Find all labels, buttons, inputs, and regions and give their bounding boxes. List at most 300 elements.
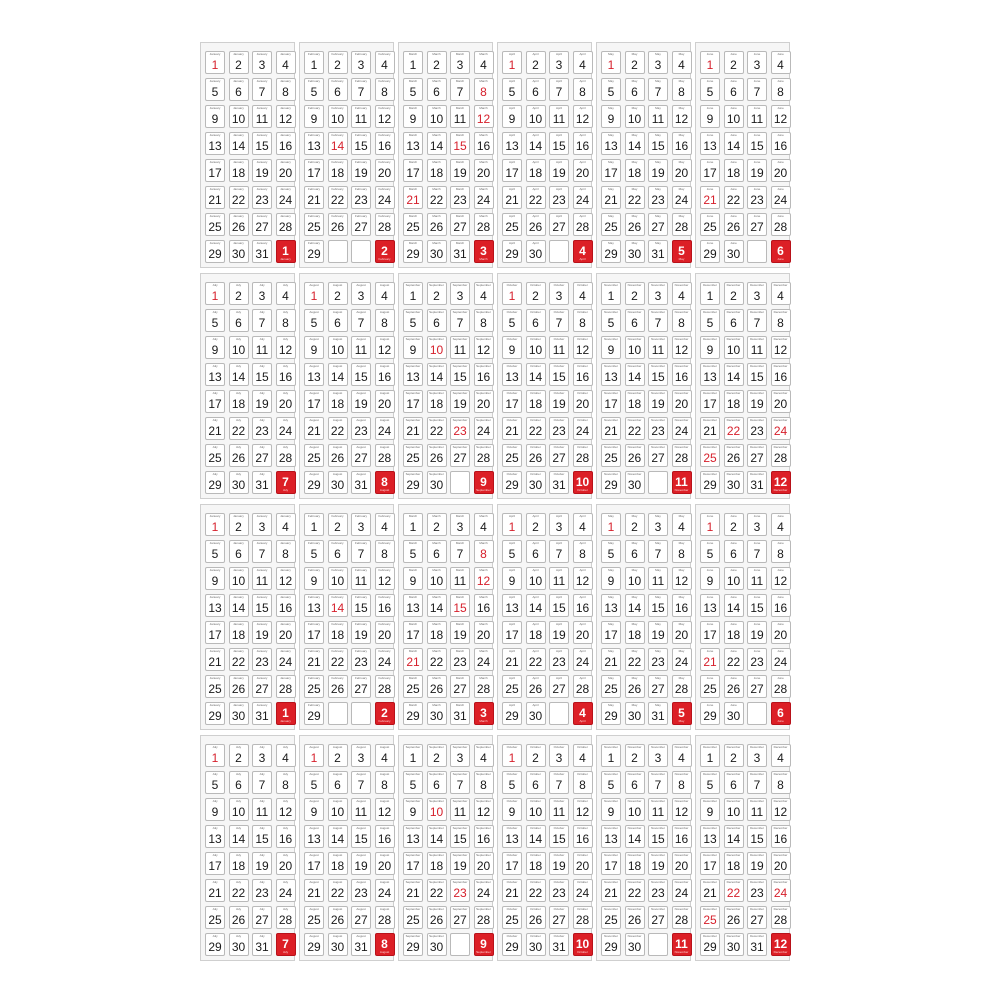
sticker-number: 16 [476, 139, 491, 153]
sticker-caption: May [631, 242, 638, 245]
day-sticker [549, 594, 569, 617]
sticker-number: 4 [777, 58, 784, 72]
sticker-number: 23 [552, 424, 566, 438]
sticker-number: 17 [406, 397, 420, 411]
sticker-number: 2 [730, 289, 737, 303]
sticker-caption: January [233, 677, 244, 680]
sticker-number: 17 [604, 397, 618, 411]
sticker-number: 25 [505, 913, 519, 927]
sticker-caption: August [379, 284, 390, 287]
sticker-number: 8 [480, 85, 487, 99]
sticker-caption: May [678, 107, 685, 110]
sticker-caption: April [579, 161, 586, 164]
sticker-caption: July [259, 311, 265, 314]
sticker-number: 20 [773, 166, 788, 180]
day-sticker [276, 390, 296, 413]
sticker-number: 28 [278, 682, 293, 696]
sticker-number: 1 [409, 289, 417, 303]
day-sticker [276, 675, 296, 698]
sticker-number: 2 [631, 58, 638, 72]
sticker-caption: December [703, 800, 717, 803]
sticker-number: 4 [480, 751, 487, 765]
sticker-number: 10 [231, 112, 246, 126]
sticker-caption: April [579, 134, 586, 137]
sticker-caption: March [432, 53, 441, 56]
day-sticker [252, 852, 272, 875]
sticker-caption: May [631, 515, 638, 518]
day-sticker [474, 51, 494, 74]
sticker-caption: April [555, 542, 562, 545]
day-sticker [328, 933, 348, 956]
sticker-caption: May [678, 569, 685, 572]
sticker-number: 13 [307, 832, 321, 846]
sticker-caption: July [282, 365, 289, 368]
sticker-caption: March [455, 515, 465, 518]
sticker-caption: June [777, 720, 784, 723]
sticker-number: 12 [575, 805, 590, 819]
day-sticker [625, 444, 645, 467]
sticker-caption: December [703, 311, 717, 314]
sticker-number: 28 [377, 913, 392, 927]
sticker-caption: June [706, 188, 714, 191]
blank-sticker [351, 702, 371, 725]
sticker-number: 23 [552, 193, 566, 207]
day-sticker [601, 933, 621, 956]
day-sticker [648, 744, 668, 767]
day-sticker [502, 594, 522, 617]
sticker-number: 20 [377, 859, 392, 873]
day-sticker [276, 132, 296, 155]
sticker-number: 22 [627, 886, 642, 900]
sticker-caption: March [408, 542, 418, 545]
sticker-caption: October [506, 446, 518, 449]
sticker-caption: February [307, 215, 320, 218]
sticker-number: 9 [409, 112, 417, 126]
day-sticker [474, 132, 494, 155]
sticker-caption: January [209, 53, 221, 56]
sticker-number: 3 [555, 751, 563, 765]
sticker-number: 6 [235, 547, 242, 561]
sticker-number: 11 [453, 574, 467, 588]
sticker-number: 27 [354, 451, 368, 465]
sticker-number: 10 [627, 574, 642, 588]
day-sticker [648, 879, 668, 902]
sticker-number: 8 [282, 85, 289, 99]
day-sticker [304, 78, 324, 101]
day-sticker [502, 702, 522, 725]
sticker-number: 25 [208, 451, 222, 465]
day-sticker [672, 621, 692, 644]
sticker-number: 16 [377, 370, 392, 384]
sticker-caption: January [256, 677, 268, 680]
sticker-number: 8 [777, 85, 784, 99]
day-sticker [328, 309, 348, 332]
month-number-sticker [573, 933, 593, 956]
sticker-number: 11 [675, 475, 688, 489]
sticker-caption: May [655, 53, 661, 56]
day-sticker [252, 825, 272, 848]
sticker-caption: July [212, 935, 218, 938]
sticker-caption: January [280, 215, 291, 218]
sticker-number: 24 [575, 886, 590, 900]
sticker-number: 30 [429, 478, 444, 492]
sticker-caption: October [530, 935, 541, 938]
day-sticker [601, 417, 621, 440]
sticker-caption: August [309, 473, 319, 476]
sticker-caption: August [309, 800, 319, 803]
day-sticker [573, 105, 593, 128]
sticker-number: 21 [505, 655, 519, 669]
sticker-caption: November [627, 935, 642, 938]
sticker-number: 9 [706, 805, 714, 819]
month-panel [596, 504, 691, 730]
day-sticker [625, 594, 645, 617]
sticker-number: 7 [258, 547, 266, 561]
sticker-number: 12 [575, 343, 590, 357]
sticker-caption: October [577, 881, 588, 884]
sticker-caption: September [476, 800, 491, 803]
day-sticker [601, 309, 621, 332]
sticker-caption: April [555, 134, 562, 137]
day-sticker [549, 648, 569, 671]
sticker-caption: December [726, 365, 741, 368]
sticker-number: 22 [528, 193, 543, 207]
sticker-caption: August [356, 392, 366, 395]
day-sticker [700, 798, 720, 821]
sticker-caption: May [678, 720, 685, 723]
day-sticker [700, 78, 720, 101]
day-sticker [375, 309, 395, 332]
sticker-caption: April [508, 542, 515, 545]
sticker-caption: January [209, 188, 221, 191]
sticker-caption: October [506, 473, 518, 476]
sticker-caption: May [631, 569, 638, 572]
day-sticker [276, 186, 296, 209]
day-sticker [601, 906, 621, 929]
sticker-caption: April [579, 258, 586, 261]
sticker-caption: November [627, 746, 642, 749]
sticker-caption: March [455, 215, 465, 218]
day-sticker [252, 906, 272, 929]
sticker-number: 10 [528, 112, 543, 126]
day-sticker [502, 906, 522, 929]
sticker-number: 6 [631, 85, 638, 99]
day-sticker [351, 825, 371, 848]
sticker-caption: February [378, 650, 391, 653]
sticker-number: 8 [678, 85, 685, 99]
day-sticker [771, 213, 791, 236]
sticker-number: 13 [505, 370, 519, 384]
day-sticker [601, 879, 621, 902]
day-sticker [276, 417, 296, 440]
sticker-number: 14 [726, 601, 741, 615]
sticker-caption: July [282, 908, 289, 911]
sticker-caption: October [577, 951, 588, 954]
blank-sticker [450, 471, 470, 494]
day-sticker [601, 336, 621, 359]
sticker-number: 9 [211, 805, 219, 819]
day-sticker [700, 675, 720, 698]
sticker-number: 2 [532, 289, 539, 303]
sticker-caption: March [432, 134, 441, 137]
sticker-caption: June [730, 80, 737, 83]
day-sticker [427, 390, 447, 413]
sticker-number: 7 [555, 85, 563, 99]
sticker-number: 18 [627, 628, 642, 642]
day-sticker [648, 213, 668, 236]
sticker-number: 24 [674, 424, 689, 438]
day-sticker [724, 444, 744, 467]
sticker-caption: March [432, 704, 441, 707]
sticker-caption: June [777, 542, 784, 545]
day-sticker [625, 906, 645, 929]
day-sticker [526, 648, 546, 671]
sticker-caption: December [773, 951, 788, 954]
sticker-number: 27 [453, 682, 467, 696]
sticker-caption: October [577, 854, 588, 857]
sticker-number: 30 [231, 478, 246, 492]
sticker-caption: November [674, 284, 689, 287]
day-sticker [648, 336, 668, 359]
sticker-caption: July [235, 365, 242, 368]
day-sticker [205, 825, 225, 848]
day-sticker [573, 540, 593, 563]
day-sticker [747, 879, 767, 902]
sticker-number: 14 [627, 601, 642, 615]
day-sticker [700, 825, 720, 848]
sticker-number: 29 [406, 940, 420, 954]
day-sticker [328, 105, 348, 128]
sticker-number: 9 [409, 343, 417, 357]
sticker-number: 1 [607, 289, 615, 303]
sticker-number: 17 [505, 397, 519, 411]
sticker-number: 24 [773, 655, 788, 669]
sticker-caption: June [706, 242, 714, 245]
sticker-caption: May [631, 623, 638, 626]
sticker-number: 13 [406, 139, 420, 153]
day-sticker [526, 336, 546, 359]
sticker-number: 15 [750, 601, 764, 615]
sticker-number: 26 [429, 451, 444, 465]
sticker-caption: December [773, 746, 788, 749]
sticker-caption: June [777, 623, 784, 626]
sticker-caption: November [627, 881, 642, 884]
day-sticker [403, 594, 423, 617]
sticker-number: 1 [508, 289, 516, 303]
month-number-sticker [771, 471, 791, 494]
sticker-number: 12 [773, 805, 788, 819]
day-sticker [625, 363, 645, 386]
sticker-number: 8 [381, 85, 388, 99]
sticker-caption: August [309, 881, 319, 884]
day-sticker [252, 213, 272, 236]
sticker-number: 14 [528, 139, 543, 153]
day-sticker [375, 363, 395, 386]
sticker-number: 15 [552, 832, 566, 846]
sticker-number: 5 [409, 316, 417, 330]
sticker-caption: September [476, 419, 491, 422]
day-sticker [229, 159, 249, 182]
day-sticker [747, 825, 767, 848]
sticker-caption: October [553, 446, 565, 449]
sticker-caption: October [506, 392, 518, 395]
day-sticker [526, 621, 546, 644]
day-sticker [601, 471, 621, 494]
sticker-caption: August [309, 284, 319, 287]
day-sticker [403, 567, 423, 590]
day-sticker [450, 702, 470, 725]
day-sticker [526, 879, 546, 902]
sticker-caption: July [282, 800, 289, 803]
day-sticker [648, 621, 668, 644]
day-sticker [351, 567, 371, 590]
day-sticker [229, 186, 249, 209]
day-sticker [474, 852, 494, 875]
day-sticker [205, 159, 225, 182]
sticker-caption: October [577, 800, 588, 803]
sticker-number: 9 [706, 112, 714, 126]
day-sticker [771, 675, 791, 698]
sticker-caption: March [408, 677, 418, 680]
sticker-number: 1 [607, 520, 615, 534]
day-sticker [474, 567, 494, 590]
day-sticker [573, 513, 593, 536]
sticker-caption: November [674, 746, 689, 749]
sticker-number: 18 [429, 397, 444, 411]
day-sticker [351, 132, 371, 155]
day-sticker [252, 417, 272, 440]
day-sticker [450, 78, 470, 101]
sticker-number: 20 [674, 397, 689, 411]
day-sticker [304, 852, 324, 875]
day-sticker [450, 798, 470, 821]
sticker-number: 21 [406, 193, 420, 207]
day-sticker [724, 417, 744, 440]
sticker-number: 15 [354, 370, 368, 384]
sticker-caption: September [405, 854, 421, 857]
sticker-number: 12 [278, 343, 293, 357]
sticker-number: 28 [377, 451, 392, 465]
sticker-number: 19 [750, 628, 764, 642]
sticker-number: 4 [777, 289, 784, 303]
day-sticker [601, 648, 621, 671]
sticker-number: 27 [354, 913, 368, 927]
sticker-number: 16 [278, 139, 293, 153]
sticker-caption: May [631, 596, 638, 599]
sticker-number: 14 [231, 370, 246, 384]
sticker-number: 31 [750, 940, 764, 954]
sticker-number: 14 [330, 139, 345, 153]
sticker-number: 10 [575, 937, 590, 951]
day-sticker [375, 132, 395, 155]
day-sticker [601, 240, 621, 263]
day-sticker [502, 675, 522, 698]
sticker-caption: January [256, 704, 268, 707]
day-sticker [229, 744, 249, 767]
sticker-number: 11 [354, 343, 368, 357]
sticker-number: 25 [208, 682, 222, 696]
sticker-number: 7 [753, 85, 761, 99]
sticker-number: 5 [508, 316, 516, 330]
day-sticker [375, 417, 395, 440]
sticker-caption: May [608, 242, 614, 245]
sticker-caption: July [212, 392, 218, 395]
sticker-caption: October [553, 746, 565, 749]
sticker-caption: August [379, 365, 390, 368]
day-sticker [747, 933, 767, 956]
sticker-caption: March [408, 596, 418, 599]
day-sticker [573, 798, 593, 821]
day-sticker [304, 159, 324, 182]
month-panel [398, 273, 493, 499]
sticker-caption: May [655, 623, 661, 626]
sticker-number: 5 [310, 778, 318, 792]
sticker-caption: January [233, 161, 244, 164]
day-sticker [601, 621, 621, 644]
sticker-caption: January [280, 542, 291, 545]
sticker-caption: December [773, 854, 788, 857]
sticker-caption: September [429, 311, 444, 314]
sticker-caption: December [750, 908, 764, 911]
sticker-number: 19 [552, 628, 566, 642]
sticker-number: 28 [476, 682, 491, 696]
day-sticker [304, 282, 324, 305]
sticker-number: 15 [750, 832, 764, 846]
day-sticker [747, 540, 767, 563]
sticker-caption: April [508, 569, 515, 572]
day-sticker [672, 744, 692, 767]
sticker-number: 17 [604, 166, 618, 180]
sticker-number: 15 [651, 370, 665, 384]
sticker-number: 5 [607, 547, 615, 561]
sticker-caption: January [280, 258, 291, 261]
sticker-caption: May [655, 188, 661, 191]
sticker-number: 15 [750, 370, 764, 384]
sticker-caption: August [379, 908, 390, 911]
sticker-number: 14 [627, 139, 642, 153]
sticker-number: 9 [508, 343, 516, 357]
sticker-number: 9 [508, 805, 516, 819]
sticker-caption: August [332, 419, 343, 422]
sticker-caption: April [579, 188, 586, 191]
sticker-number: 3 [654, 751, 662, 765]
sticker-caption: July [259, 908, 265, 911]
day-sticker [427, 513, 447, 536]
day-sticker [502, 105, 522, 128]
day-sticker [724, 594, 744, 617]
day-sticker [601, 213, 621, 236]
sticker-caption: May [631, 215, 638, 218]
sticker-caption: September [452, 446, 468, 449]
sticker-caption: September [429, 773, 444, 776]
sticker-caption: February [354, 677, 367, 680]
sticker-number: 19 [453, 628, 467, 642]
sticker-caption: February [307, 53, 320, 56]
day-sticker [700, 702, 720, 725]
day-sticker [427, 363, 447, 386]
day-sticker [700, 186, 720, 209]
sticker-number: 26 [528, 220, 543, 234]
sticker-caption: December [703, 746, 717, 749]
sticker-caption: December [773, 489, 788, 492]
sticker-caption: November [651, 827, 665, 830]
day-sticker [700, 567, 720, 590]
sticker-caption: May [678, 80, 685, 83]
day-sticker [328, 186, 348, 209]
day-sticker [427, 906, 447, 929]
sticker-number: 13 [208, 601, 222, 615]
day-sticker [724, 363, 744, 386]
